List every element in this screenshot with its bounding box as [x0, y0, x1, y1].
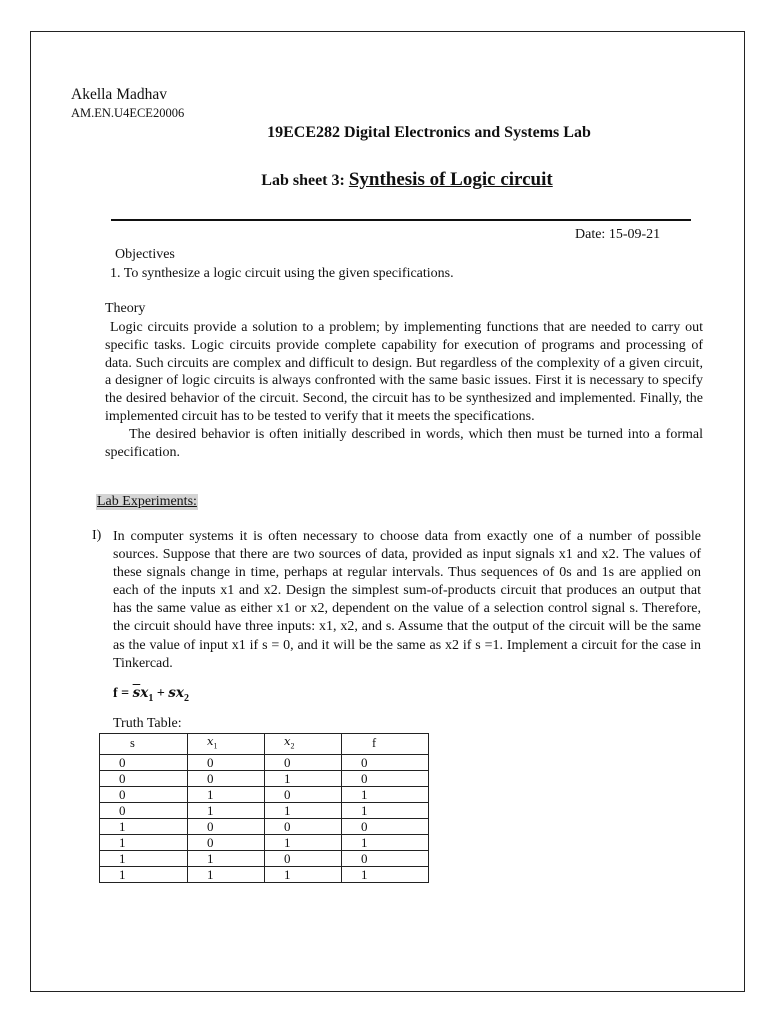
lab-title-subject: Synthesis of Logic circuit — [348, 169, 553, 190]
theory-paragraph: Logic circuits provide a solution to a problem; by implementing functions that are needed to carry out specific tasks. Logic circuits provide complete capability for execution of programs and processing of data. Such circuits are complex and difficult to design. But regardless of the complexity of a given circuit, a designer of logic circuits is always confronted with the same basic issues. First it is necessary to specify the desired behavior of the circuit. Second, the circuit has to be synthesized and implemented. Finally, the implemented circuit has to be tested to verify that it meets the specifications. — [105, 320, 703, 424]
lab-experiments-heading: Lab Experiments: — [97, 494, 197, 509]
table-cell: 0 — [188, 754, 265, 770]
table-cell: 0 — [100, 802, 188, 818]
table-cell: 0 — [100, 770, 188, 786]
table-cell: 1 — [342, 834, 429, 850]
theory-heading: Theory — [105, 301, 146, 316]
table-cell: 1 — [188, 802, 265, 818]
objective-item: 1. To synthesize a logic circuit using the given specifications. — [110, 266, 454, 281]
table-cell: 1 — [188, 866, 265, 882]
table-cell: 1 — [265, 770, 342, 786]
theory-paragraph: The desired behavior is often initially described in words, which then must be turned into a formal specification. — [105, 426, 703, 460]
lab-title-prefix: Lab sheet 3: — [261, 172, 349, 189]
table-cell: 0 — [342, 754, 429, 770]
table-row — [100, 834, 429, 850]
table-cell: 1 — [188, 786, 265, 802]
header-x1: $x_1$ — [188, 734, 265, 755]
table-row — [100, 770, 429, 786]
table-cell: 0 — [342, 850, 429, 866]
header-s: s — [100, 734, 188, 755]
table-row — [100, 786, 429, 802]
table-cell: 0 — [342, 770, 429, 786]
table-cell: 0 — [100, 754, 188, 770]
truth-table — [99, 733, 429, 883]
table-cell: 1 — [342, 866, 429, 882]
table-cell: 0 — [188, 818, 265, 834]
question-text: In computer systems it is often necessary to choose data from exactly one of a number of possible sources. Suppose that there are two sources of data, provided as input signals x1 and x2. The values of these signals change in time, perhaps at regular intervals. Thus sequences of 0s and 1s are applied on each of the inputs x1 and x2. Design the simplest sum-of-products circuit that produces an output that has the same value as either x1 or x2, dependent on the value of a selection control signal s. Therefore, the circuit should have three inputs: x1, x2, and s. Assume that the output of the circuit will be the same as the value of input x1 if s = 0, and it will be the same as x2 if s =1. Implement a circuit for the case in Tinkercad. — [113, 529, 701, 671]
author-name: Akella Madhav — [71, 86, 167, 103]
author-id: AM.EN.U4ECE20006 — [71, 106, 185, 120]
table-cell: 1 — [100, 866, 188, 882]
truth-table-header-row — [100, 734, 429, 755]
table-cell: 1 — [100, 834, 188, 850]
table-cell: 0 — [342, 818, 429, 834]
truth-table-caption: Truth Table: — [113, 716, 182, 731]
header-x2: $x_2$ — [265, 734, 342, 755]
table-cell: 1 — [188, 850, 265, 866]
formula-x2-subscript: 2 — [183, 692, 189, 704]
question-number: I) — [92, 528, 102, 543]
date-label: Date: 15-09-21 — [575, 227, 661, 242]
table-cell: 1 — [100, 818, 188, 834]
table-cell: 0 — [265, 818, 342, 834]
formula-plus: + — [153, 686, 169, 701]
table-cell: 0 — [188, 834, 265, 850]
objectives-heading: Objectives — [115, 247, 175, 262]
formula-s-bar: $\overline{s}$ — [132, 685, 141, 701]
theory-body — [105, 319, 703, 461]
table-cell: 1 — [100, 850, 188, 866]
table-cell: 1 — [265, 866, 342, 882]
formula-lhs: f = — [113, 686, 133, 701]
table-cell: 1 — [265, 834, 342, 850]
formula-x1: x — [140, 685, 149, 701]
header-divider — [111, 219, 691, 221]
table-row — [100, 754, 429, 770]
formula-x2: x — [175, 685, 184, 701]
course-title: 19ECE282 Digital Electronics and Systems Lab — [267, 124, 591, 141]
table-cell: 0 — [265, 850, 342, 866]
table-row — [100, 818, 429, 834]
table-cell: 1 — [265, 802, 342, 818]
truth-table-body — [100, 754, 429, 882]
table-cell: 0 — [265, 786, 342, 802]
output-formula — [113, 685, 189, 704]
table-row — [100, 850, 429, 866]
table-cell: 0 — [188, 770, 265, 786]
formula-x1-subscript: 1 — [148, 692, 154, 704]
table-cell: 0 — [265, 754, 342, 770]
table-row — [100, 802, 429, 818]
table-cell: 0 — [100, 786, 188, 802]
table-cell: 1 — [342, 802, 429, 818]
lab-title — [0, 169, 768, 191]
header-f: f — [342, 734, 429, 755]
formula-s: s — [168, 685, 176, 701]
table-row — [100, 866, 429, 882]
table-cell: 1 — [342, 786, 429, 802]
